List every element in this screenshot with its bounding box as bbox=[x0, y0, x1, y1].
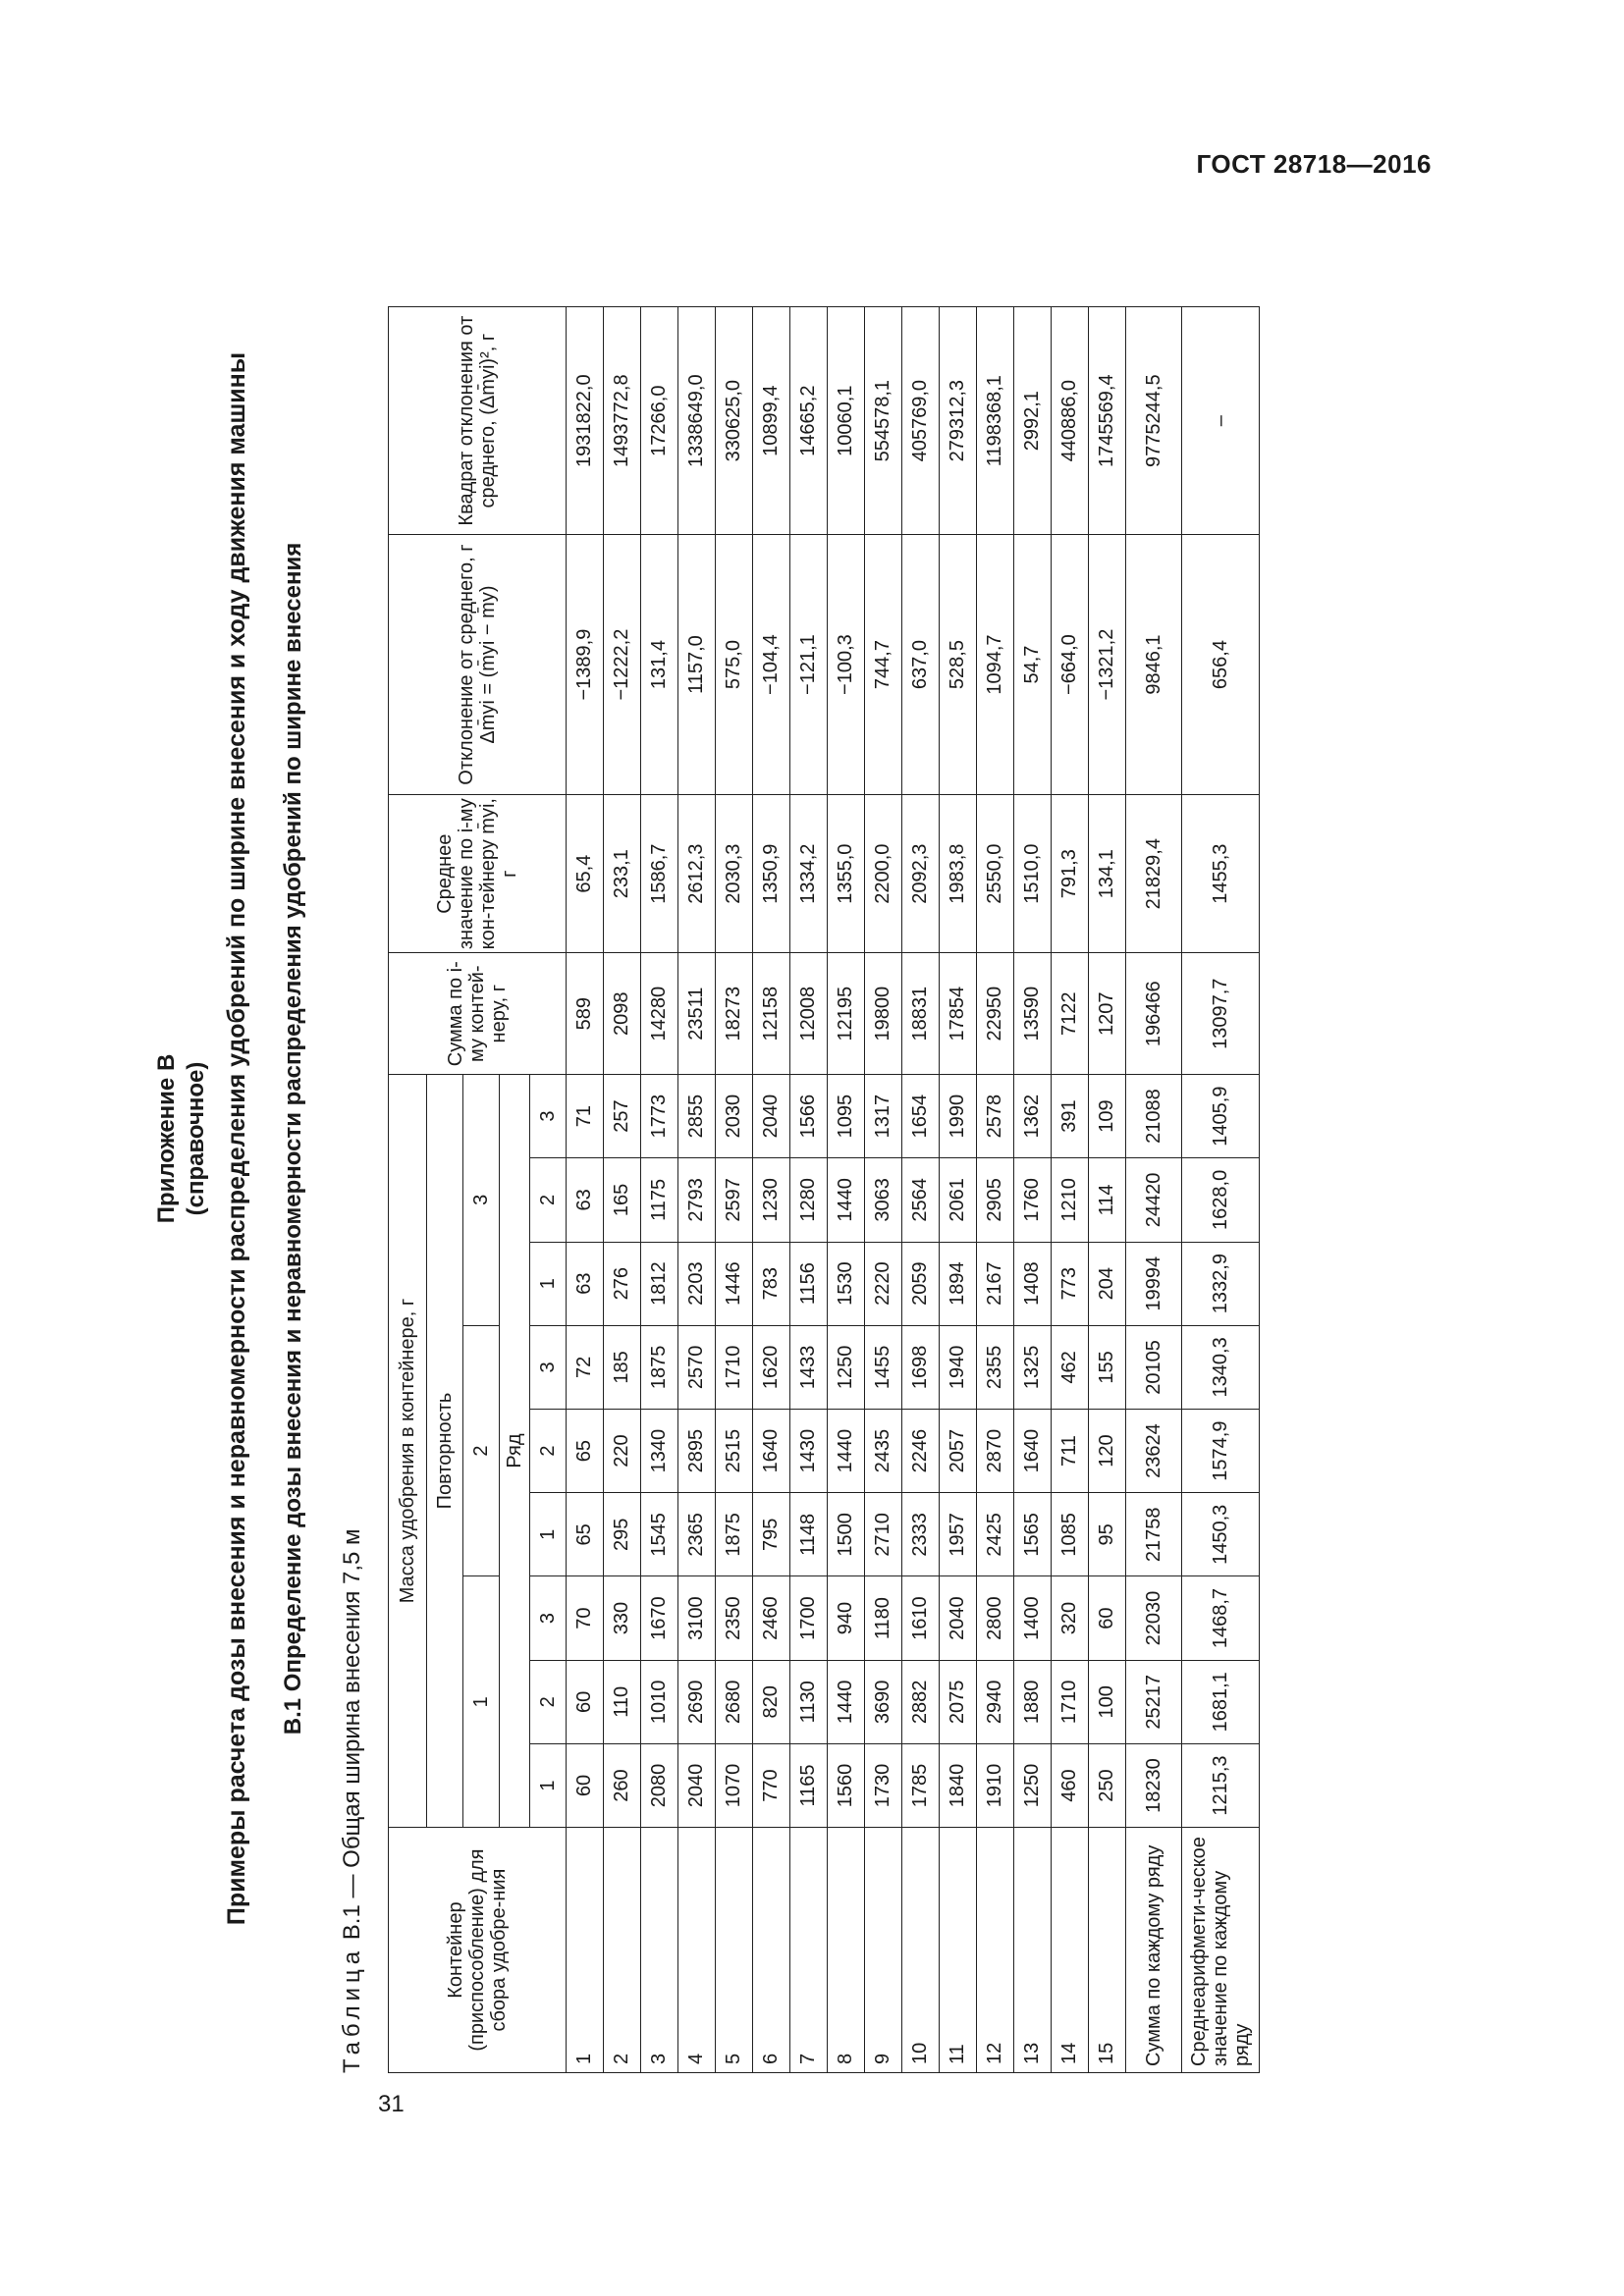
table-cell: 295 bbox=[604, 1493, 641, 1576]
table-cell: 460 bbox=[1052, 1743, 1089, 1827]
table-cell: 1180 bbox=[865, 1576, 902, 1660]
table-cell: 1710 bbox=[716, 1325, 753, 1409]
table-cell: 2425 bbox=[977, 1493, 1014, 1576]
table-cell: 1250 bbox=[828, 1325, 865, 1409]
table-cell: 1530 bbox=[828, 1242, 865, 1325]
table-cell: 25217 bbox=[1126, 1660, 1182, 1743]
table-cell: 711 bbox=[1052, 1409, 1089, 1492]
table-cell: 2940 bbox=[977, 1660, 1014, 1743]
table-cell: 10899,4 bbox=[753, 307, 790, 535]
table-cell: 21758 bbox=[1126, 1493, 1182, 1576]
table-cell: 1280 bbox=[790, 1158, 828, 1242]
table-cell: 1455,3 bbox=[1182, 794, 1260, 953]
table-cell: 1983,8 bbox=[940, 794, 977, 953]
table-cell: −121,1 bbox=[790, 535, 828, 795]
table-cell: 65,4 bbox=[567, 794, 604, 953]
table-cell: −664,0 bbox=[1052, 535, 1089, 795]
table-cell: 1400 bbox=[1014, 1576, 1052, 1660]
table-row bbox=[678, 307, 716, 2073]
table-cell: 1560 bbox=[828, 1743, 865, 1827]
table-cell: 2040 bbox=[753, 1074, 790, 1157]
table-cell: 110 bbox=[604, 1660, 641, 1743]
table-cell: 1670 bbox=[641, 1576, 678, 1660]
table-cell: 7122 bbox=[1052, 953, 1089, 1074]
table-cell: 18831 bbox=[902, 953, 940, 1074]
table-cell: 2690 bbox=[678, 1660, 716, 1743]
table-cell: 575,0 bbox=[716, 535, 753, 795]
table-cell: 1510,0 bbox=[1014, 794, 1052, 953]
table-cell: 1545 bbox=[641, 1493, 678, 1576]
container-number-cell: 11 bbox=[940, 1828, 977, 2073]
header-row-1: 1 bbox=[530, 1743, 567, 1827]
table-cell: 63 bbox=[567, 1242, 604, 1325]
table-cell: 23511 bbox=[678, 953, 716, 1074]
table-cell: 1340 bbox=[641, 1409, 678, 1492]
main-title: Примеры расчета дозы внесения и неравномерности распределения удобрений по ширине внесения и ходу движения машины bbox=[223, 351, 250, 1926]
table-cell: 2040 bbox=[940, 1576, 977, 1660]
table-row bbox=[865, 307, 902, 2073]
container-number-cell: 3 bbox=[641, 1828, 678, 2073]
table-cell: 1332,9 bbox=[1182, 1242, 1260, 1325]
table-cell: 1430 bbox=[790, 1409, 828, 1492]
table-cell: 1010 bbox=[641, 1660, 678, 1743]
table-cell: 120 bbox=[1089, 1409, 1126, 1492]
table-cell: 14665,2 bbox=[790, 307, 828, 535]
table-cell: 2203 bbox=[678, 1242, 716, 1325]
appendix-type: (справочное) bbox=[183, 1061, 209, 1216]
table-cell: 155 bbox=[1089, 1325, 1126, 1409]
table-cell: 1207 bbox=[1089, 953, 1126, 1074]
header-repeat-3: 3 bbox=[463, 1074, 500, 1325]
table-cell: 795 bbox=[753, 1493, 790, 1576]
table-cell: 1500 bbox=[828, 1493, 865, 1576]
table-cell: 1628,0 bbox=[1182, 1158, 1260, 1242]
table-cell: 2220 bbox=[865, 1242, 902, 1325]
table-cell: 2040 bbox=[678, 1743, 716, 1827]
table-cell: 1468,7 bbox=[1182, 1576, 1260, 1660]
table-cell: 1493772,8 bbox=[604, 307, 641, 535]
header-row-3: 3 bbox=[530, 1576, 567, 1660]
table-cell: 12158 bbox=[753, 953, 790, 1074]
table-cell: 820 bbox=[753, 1660, 790, 1743]
table-cell: 1812 bbox=[641, 1242, 678, 1325]
table-cell: 23624 bbox=[1126, 1409, 1182, 1492]
table-cell: 12195 bbox=[828, 953, 865, 1074]
container-number-cell: 10 bbox=[902, 1828, 940, 2073]
header-row-2: 2 bbox=[530, 1409, 567, 1492]
table-cell: 1215,3 bbox=[1182, 1743, 1260, 1827]
table-cell: 19800 bbox=[865, 953, 902, 1074]
header-mass: Масса удобрения в контейнере, г bbox=[389, 1074, 427, 1827]
container-number-cell: 2 bbox=[604, 1828, 641, 2073]
table-cell: 2350 bbox=[716, 1576, 753, 1660]
table-cell: 2680 bbox=[716, 1660, 753, 1743]
table-cell: 2992,1 bbox=[1014, 307, 1052, 535]
table-cell: 1325 bbox=[1014, 1325, 1052, 1409]
table-cell: 1990 bbox=[940, 1074, 977, 1157]
container-number-cell: 13 bbox=[1014, 1828, 1052, 2073]
table-cell: 440886,0 bbox=[1052, 307, 1089, 535]
table-cell: 1362 bbox=[1014, 1074, 1052, 1157]
table-cell: 2333 bbox=[902, 1493, 940, 1576]
table-cell: 1334,2 bbox=[790, 794, 828, 953]
table-cell: 2793 bbox=[678, 1158, 716, 1242]
header-row-1: 1 bbox=[530, 1493, 567, 1576]
table-cell: 1773 bbox=[641, 1074, 678, 1157]
header-repeat: Повторность bbox=[427, 1074, 463, 1827]
table-cell: 2882 bbox=[902, 1660, 940, 1743]
table-row bbox=[1052, 307, 1089, 2073]
container-number-cell: 6 bbox=[753, 1828, 790, 2073]
table-cell: 1450,3 bbox=[1182, 1493, 1260, 1576]
table-cell: 1440 bbox=[828, 1660, 865, 1743]
table-cell: 65 bbox=[567, 1493, 604, 1576]
table-cell: 1698 bbox=[902, 1325, 940, 1409]
table-cell: 1745569,4 bbox=[1089, 307, 1126, 535]
table-cell: 60 bbox=[1089, 1576, 1126, 1660]
table-cell: 1610 bbox=[902, 1576, 940, 1660]
table-cell: 22950 bbox=[977, 953, 1014, 1074]
header-mean: Среднее значение по i-му кон-тейнеру m̄yi, г bbox=[389, 794, 567, 953]
data-table bbox=[388, 306, 1260, 2073]
table-cell: 1640 bbox=[753, 1409, 790, 1492]
table-cell: 14280 bbox=[641, 953, 678, 1074]
table-cell: 1198368,1 bbox=[977, 307, 1014, 535]
table-cell: 260 bbox=[604, 1743, 641, 1827]
table-cell: 1433 bbox=[790, 1325, 828, 1409]
sum-row-label: Сумма по каждому ряду bbox=[1126, 1828, 1182, 2073]
table-cell: 9775244,5 bbox=[1126, 307, 1182, 535]
table-cell: 528,5 bbox=[940, 535, 977, 795]
table-cell: 3100 bbox=[678, 1576, 716, 1660]
header-row-3: 3 bbox=[530, 1074, 567, 1157]
table-cell: 2800 bbox=[977, 1576, 1014, 1660]
table-cell: 1620 bbox=[753, 1325, 790, 1409]
header-row-label: Ряд bbox=[500, 1074, 530, 1827]
table-caption bbox=[339, 1528, 366, 2073]
table-cell: 462 bbox=[1052, 1325, 1089, 1409]
table-cell: 2365 bbox=[678, 1493, 716, 1576]
table-cell: 2098 bbox=[604, 953, 641, 1074]
table-cell: 1910 bbox=[977, 1743, 1014, 1827]
table-cell: 2870 bbox=[977, 1409, 1014, 1492]
table-cell: 2435 bbox=[865, 1409, 902, 1492]
table-cell: 276 bbox=[604, 1242, 641, 1325]
table-caption-number: В.1 bbox=[339, 1904, 365, 1941]
container-number-cell: 1 bbox=[567, 1828, 604, 2073]
table-cell: 1586,7 bbox=[641, 794, 678, 953]
table-cell: 1574,9 bbox=[1182, 1409, 1260, 1492]
table-cell: 1148 bbox=[790, 1493, 828, 1576]
table-cell: 405769,0 bbox=[902, 307, 940, 535]
table-cell: 17266,0 bbox=[641, 307, 678, 535]
table-cell: 165 bbox=[604, 1158, 641, 1242]
table-cell: 2030 bbox=[716, 1074, 753, 1157]
table-cell: 2460 bbox=[753, 1576, 790, 1660]
document-code: ГОСТ 28718—2016 bbox=[1196, 149, 1432, 179]
table-cell: 2895 bbox=[678, 1409, 716, 1492]
table-cell: 1446 bbox=[716, 1242, 753, 1325]
table-cell: 2855 bbox=[678, 1074, 716, 1157]
table-cell: 21829,4 bbox=[1126, 794, 1182, 953]
table-cell: 60 bbox=[567, 1743, 604, 1827]
rotated-page-content bbox=[152, 196, 1380, 2081]
table-cell: 250 bbox=[1089, 1743, 1126, 1827]
table-cell: 12008 bbox=[790, 953, 828, 1074]
container-number-cell: 14 bbox=[1052, 1828, 1089, 2073]
table-cell: 10060,1 bbox=[828, 307, 865, 535]
table-cell: 320 bbox=[1052, 1576, 1089, 1660]
table-cell: 1440 bbox=[828, 1409, 865, 1492]
table-cell: 2550,0 bbox=[977, 794, 1014, 953]
table-cell: 783 bbox=[753, 1242, 790, 1325]
header-sum: Сумма по i-му контей-неру, г bbox=[389, 953, 567, 1074]
table-cell: 114 bbox=[1089, 1158, 1126, 1242]
table-cell: 1440 bbox=[828, 1158, 865, 1242]
table-cell: 196466 bbox=[1126, 953, 1182, 1074]
table-cell: 637,0 bbox=[902, 535, 940, 795]
table-cell: 17854 bbox=[940, 953, 977, 1074]
table-cell: 744,7 bbox=[865, 535, 902, 795]
appendix-heading bbox=[152, 196, 211, 2081]
container-number-cell: 4 bbox=[678, 1828, 716, 2073]
table-cell: 185 bbox=[604, 1325, 641, 1409]
header-square: Квадрат отклонения от среднего, (Δm̄yi)², г bbox=[389, 307, 567, 535]
container-number-cell: 7 bbox=[790, 1828, 828, 2073]
table-cell: 589 bbox=[567, 953, 604, 1074]
table-cell: 63 bbox=[567, 1158, 604, 1242]
table-cell: 18273 bbox=[716, 953, 753, 1074]
container-number-cell: 9 bbox=[865, 1828, 902, 2073]
table-cell: 1210 bbox=[1052, 1158, 1089, 1242]
table-cell: 330 bbox=[604, 1576, 641, 1660]
table-cell: 2061 bbox=[940, 1158, 977, 1242]
table-cell: 1455 bbox=[865, 1325, 902, 1409]
table-cell: 1957 bbox=[940, 1493, 977, 1576]
header-row-2: 2 bbox=[530, 1660, 567, 1743]
sum-row bbox=[1126, 307, 1182, 2073]
table-cell: 1130 bbox=[790, 1660, 828, 1743]
container-number-cell: 8 bbox=[828, 1828, 865, 2073]
table-cell: 1405,9 bbox=[1182, 1074, 1260, 1157]
table-cell: 70 bbox=[567, 1576, 604, 1660]
header-container: Контейнер (приспособление) для сбора удобре-ния bbox=[389, 1828, 567, 2073]
mean-row bbox=[1182, 307, 1260, 2073]
header-repeat-2: 2 bbox=[463, 1325, 500, 1576]
table-cell: 1894 bbox=[940, 1242, 977, 1325]
table-cell: 1565 bbox=[1014, 1493, 1052, 1576]
table-cell: 2059 bbox=[902, 1242, 940, 1325]
table-cell: −1321,2 bbox=[1089, 535, 1126, 795]
table-cell: 22030 bbox=[1126, 1576, 1182, 1660]
table-cell: 65 bbox=[567, 1409, 604, 1492]
table-cell: 1880 bbox=[1014, 1660, 1052, 1743]
table-cell: 1700 bbox=[790, 1576, 828, 1660]
table-row bbox=[940, 307, 977, 2073]
table-cell: 1640 bbox=[1014, 1409, 1052, 1492]
table-cell: 1340,3 bbox=[1182, 1325, 1260, 1409]
table-cell: 1730 bbox=[865, 1743, 902, 1827]
table-cell: 1681,1 bbox=[1182, 1660, 1260, 1743]
table-cell: 2515 bbox=[716, 1409, 753, 1492]
container-number-cell: 12 bbox=[977, 1828, 1014, 2073]
table-cell: 2355 bbox=[977, 1325, 1014, 1409]
table-cell: 279312,3 bbox=[940, 307, 977, 535]
table-row bbox=[641, 307, 678, 2073]
table-cell: 3690 bbox=[865, 1660, 902, 1743]
table-cell: 2905 bbox=[977, 1158, 1014, 1242]
table-cell: 95 bbox=[1089, 1493, 1126, 1576]
table-cell: 1350,9 bbox=[753, 794, 790, 953]
appendix-title: Приложение В bbox=[153, 1053, 180, 1224]
table-cell: −100,3 bbox=[828, 535, 865, 795]
table-cell: 1654 bbox=[902, 1074, 940, 1157]
table-cell: 1875 bbox=[716, 1493, 753, 1576]
mean-row-label: Среднеарифмети-ческое значение по каждому ряду bbox=[1182, 1828, 1260, 2073]
container-number-cell: 5 bbox=[716, 1828, 753, 2073]
table-cell: 257 bbox=[604, 1074, 641, 1157]
table-cell: 2092,3 bbox=[902, 794, 940, 953]
table-cell: 791,3 bbox=[1052, 794, 1089, 953]
table-body bbox=[567, 307, 1260, 2073]
table-cell: 2570 bbox=[678, 1325, 716, 1409]
table-cell: 1250 bbox=[1014, 1743, 1052, 1827]
table-cell: 20105 bbox=[1126, 1325, 1182, 1409]
table-cell: 2564 bbox=[902, 1158, 940, 1242]
table-cell: 204 bbox=[1089, 1242, 1126, 1325]
table-cell: 21088 bbox=[1126, 1074, 1182, 1157]
table-row bbox=[604, 307, 641, 2073]
table-cell: 1840 bbox=[940, 1743, 977, 1827]
table-cell: 19994 bbox=[1126, 1242, 1182, 1325]
table-cell: 2030,3 bbox=[716, 794, 753, 953]
header-row-2: 2 bbox=[530, 1158, 567, 1242]
section-title: В.1 Определение дозы внесения и неравномерности распределения удобрений по ширине внесения bbox=[280, 542, 306, 1735]
table-cell: 2578 bbox=[977, 1074, 1014, 1157]
table-cell: 54,7 bbox=[1014, 535, 1052, 795]
table-cell: 1165 bbox=[790, 1743, 828, 1827]
table-cell: 2246 bbox=[902, 1409, 940, 1492]
table-cell: 330625,0 bbox=[716, 307, 753, 535]
table-cell: −1389,9 bbox=[567, 535, 604, 795]
table-cell: 3063 bbox=[865, 1158, 902, 1242]
table-cell: 72 bbox=[567, 1325, 604, 1409]
header-repeat-1: 1 bbox=[463, 1576, 500, 1828]
table-cell: 1760 bbox=[1014, 1158, 1052, 1242]
table-cell: 220 bbox=[604, 1409, 641, 1492]
table-cell: 2710 bbox=[865, 1493, 902, 1576]
table-cell: 13097,7 bbox=[1182, 953, 1260, 1074]
table-cell: 1175 bbox=[641, 1158, 678, 1242]
table-cell: 656,4 bbox=[1182, 535, 1260, 795]
table-row bbox=[753, 307, 790, 2073]
table-row bbox=[977, 307, 1014, 2073]
table-row bbox=[902, 307, 940, 2073]
table-cell: 1070 bbox=[716, 1743, 753, 1827]
table-cell: 1317 bbox=[865, 1074, 902, 1157]
table-row bbox=[790, 307, 828, 2073]
table-row bbox=[1089, 307, 1126, 2073]
header-row-3: 3 bbox=[530, 1325, 567, 1409]
table-cell: 60 bbox=[567, 1660, 604, 1743]
table-caption-text: — Общая ширина внесения 7,5 м bbox=[339, 1528, 365, 1905]
table-cell: 233,1 bbox=[604, 794, 641, 953]
table-cell: 1230 bbox=[753, 1158, 790, 1242]
table-cell: 2200,0 bbox=[865, 794, 902, 953]
container-number-cell: 15 bbox=[1089, 1828, 1126, 2073]
table-row bbox=[567, 307, 604, 2073]
table-cell: 18230 bbox=[1126, 1743, 1182, 1827]
table-cell: 1875 bbox=[641, 1325, 678, 1409]
table-cell: 773 bbox=[1052, 1242, 1089, 1325]
table-caption-prefix: Таблица bbox=[339, 1946, 365, 2073]
page-number: 31 bbox=[378, 2091, 405, 2117]
table-cell: 2075 bbox=[940, 1660, 977, 1743]
table-cell: 1785 bbox=[902, 1743, 940, 1827]
table-cell: 2612,3 bbox=[678, 794, 716, 953]
table-cell: 1338649,0 bbox=[678, 307, 716, 535]
table-cell: 1094,7 bbox=[977, 535, 1014, 795]
table-cell: 1931822,0 bbox=[567, 307, 604, 535]
table-cell: 770 bbox=[753, 1743, 790, 1827]
table-cell: 100 bbox=[1089, 1660, 1126, 1743]
table-cell: 1940 bbox=[940, 1325, 977, 1409]
table-cell: 13590 bbox=[1014, 953, 1052, 1074]
table-cell: 134,1 bbox=[1089, 794, 1126, 953]
table-cell: 1408 bbox=[1014, 1242, 1052, 1325]
table-cell: 1566 bbox=[790, 1074, 828, 1157]
table-cell: 131,4 bbox=[641, 535, 678, 795]
table-cell: 1157,0 bbox=[678, 535, 716, 795]
table-row bbox=[716, 307, 753, 2073]
header-row-1: 1 bbox=[530, 1242, 567, 1325]
table-cell: 391 bbox=[1052, 1074, 1089, 1157]
header-deviation: Отклонение от среднего, г Δm̄yi = (m̄yi − m̄y) bbox=[389, 535, 567, 795]
table-row bbox=[1014, 307, 1052, 2073]
table-cell: – bbox=[1182, 307, 1260, 535]
table-cell: 2597 bbox=[716, 1158, 753, 1242]
table-cell: 554578,1 bbox=[865, 307, 902, 535]
table-cell: 1156 bbox=[790, 1242, 828, 1325]
table-cell: −104,4 bbox=[753, 535, 790, 795]
table-cell: 2057 bbox=[940, 1409, 977, 1492]
table-cell: 2080 bbox=[641, 1743, 678, 1827]
table-cell: 109 bbox=[1089, 1074, 1126, 1157]
table-cell: 24420 bbox=[1126, 1158, 1182, 1242]
table-cell: −1222,2 bbox=[604, 535, 641, 795]
table-row bbox=[828, 307, 865, 2073]
table-cell: 1710 bbox=[1052, 1660, 1089, 1743]
table-cell: 2167 bbox=[977, 1242, 1014, 1325]
table-cell: 1085 bbox=[1052, 1493, 1089, 1576]
table-cell: 71 bbox=[567, 1074, 604, 1157]
table-cell: 9846,1 bbox=[1126, 535, 1182, 795]
table-cell: 1095 bbox=[828, 1074, 865, 1157]
table-cell: 940 bbox=[828, 1576, 865, 1660]
table-cell: 1355,0 bbox=[828, 794, 865, 953]
